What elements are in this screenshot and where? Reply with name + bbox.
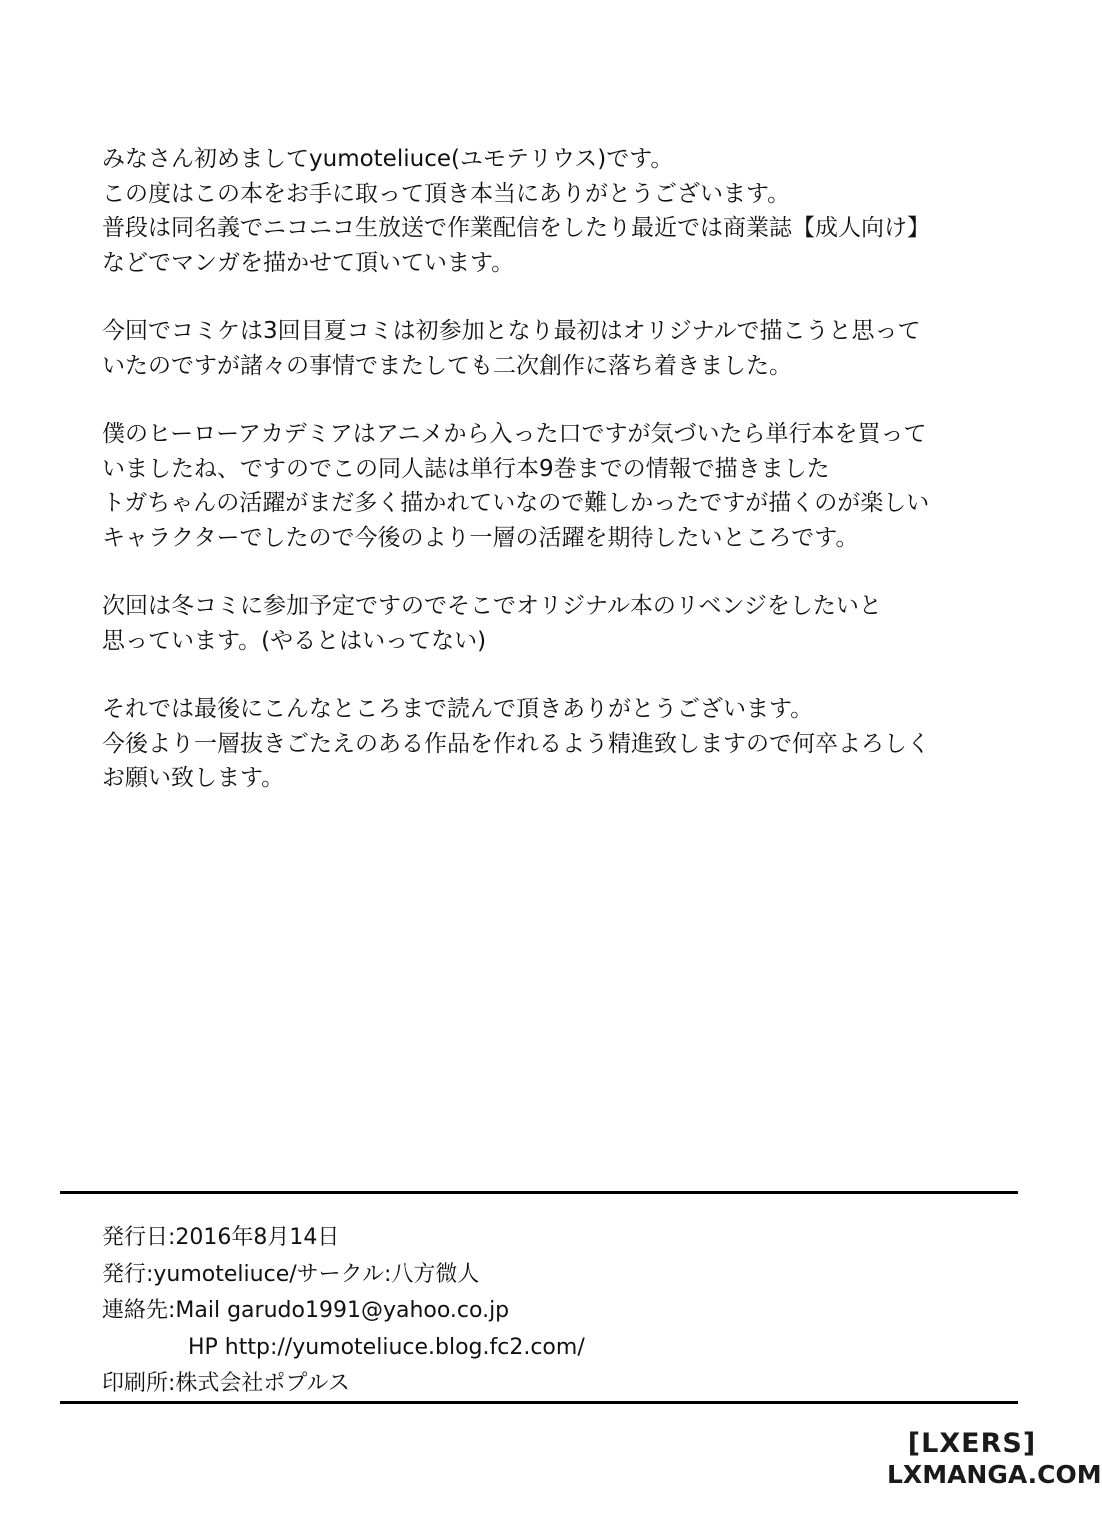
- issue-date: 発行日:2016年8月14日: [102, 1225, 340, 1250]
- text-line: 僕のヒーローアカデミアはアニメから入った口ですが気づいたら単行本を買って: [102, 421, 927, 447]
- text-line: 普段は同名義でニコニコ生放送で作業配信をしたり最近では商業誌【成人向け】: [102, 215, 930, 241]
- text-line: などでマンガを描かせて頂いています。: [102, 249, 515, 276]
- afterword-paragraph-1: [102, 142, 1022, 280]
- text-line: 思っています。(やるとはいってない): [102, 627, 487, 654]
- text-line: それでは最後にこんなところまで読んで頂きありがとうございます。: [102, 696, 814, 722]
- text-line: トガちゃんの活躍がまだ多く描かれていなので難しかったですが描くのが楽しい: [102, 490, 930, 516]
- afterword-paragraph-2: [102, 314, 1022, 383]
- publisher-info: 発行:yumoteliuce/サークル:八方微人: [102, 1261, 480, 1287]
- printer-info: 印刷所:株式会社ポプルス: [102, 1371, 350, 1396]
- contact-mail: 連絡先:Mail garudo1991@yahoo.co.jp: [102, 1298, 510, 1323]
- text-line: いましたね、ですのでこの同人誌は単行本9巻までの情報で描きました: [102, 455, 830, 482]
- afterword-paragraph-4: [102, 589, 1022, 658]
- colophon-bottom-divider: [60, 1401, 1018, 1404]
- text-line: キャラクターでしたので今後のより一層の活躍を期待したいところです。: [102, 524, 859, 551]
- watermark-domain: LXMANGA.COM: [887, 1460, 1102, 1489]
- text-line: いたのですが諸々の事情でまたしても二次創作に落ち着きました。: [102, 352, 792, 379]
- text-line: お願い致します。: [102, 765, 285, 791]
- text-line: この度はこの本をお手に取って頂き本当にありがとうございます。: [102, 180, 791, 207]
- text-line: 今回でコミケは3回目夏コミは初参加となり最初はオリジナルで描こうと思って: [102, 318, 921, 344]
- afterword-paragraph-5: [102, 692, 1022, 796]
- colophon: [102, 1220, 1002, 1403]
- text-line: みなさん初めましてyumoteliuce(ユモテリウス)です。: [102, 146, 674, 172]
- site-watermark: [887, 1428, 1102, 1490]
- afterword-text: [102, 142, 1022, 830]
- colophon-top-divider: [60, 1191, 1018, 1194]
- text-line: 次回は冬コミに参加予定ですのでそこでオリジナル本のリベンジをしたいと: [102, 593, 882, 619]
- afterword-paragraph-3: [102, 417, 1022, 555]
- text-line: 今後より一層抜きごたえのある作品を作れるよう精進致しますので何卒よろしく: [102, 730, 930, 757]
- contact-homepage: HP http://yumoteliuce.blog.fc2.com/: [188, 1334, 585, 1360]
- watermark-brand: [LXERS]: [907, 1428, 1037, 1459]
